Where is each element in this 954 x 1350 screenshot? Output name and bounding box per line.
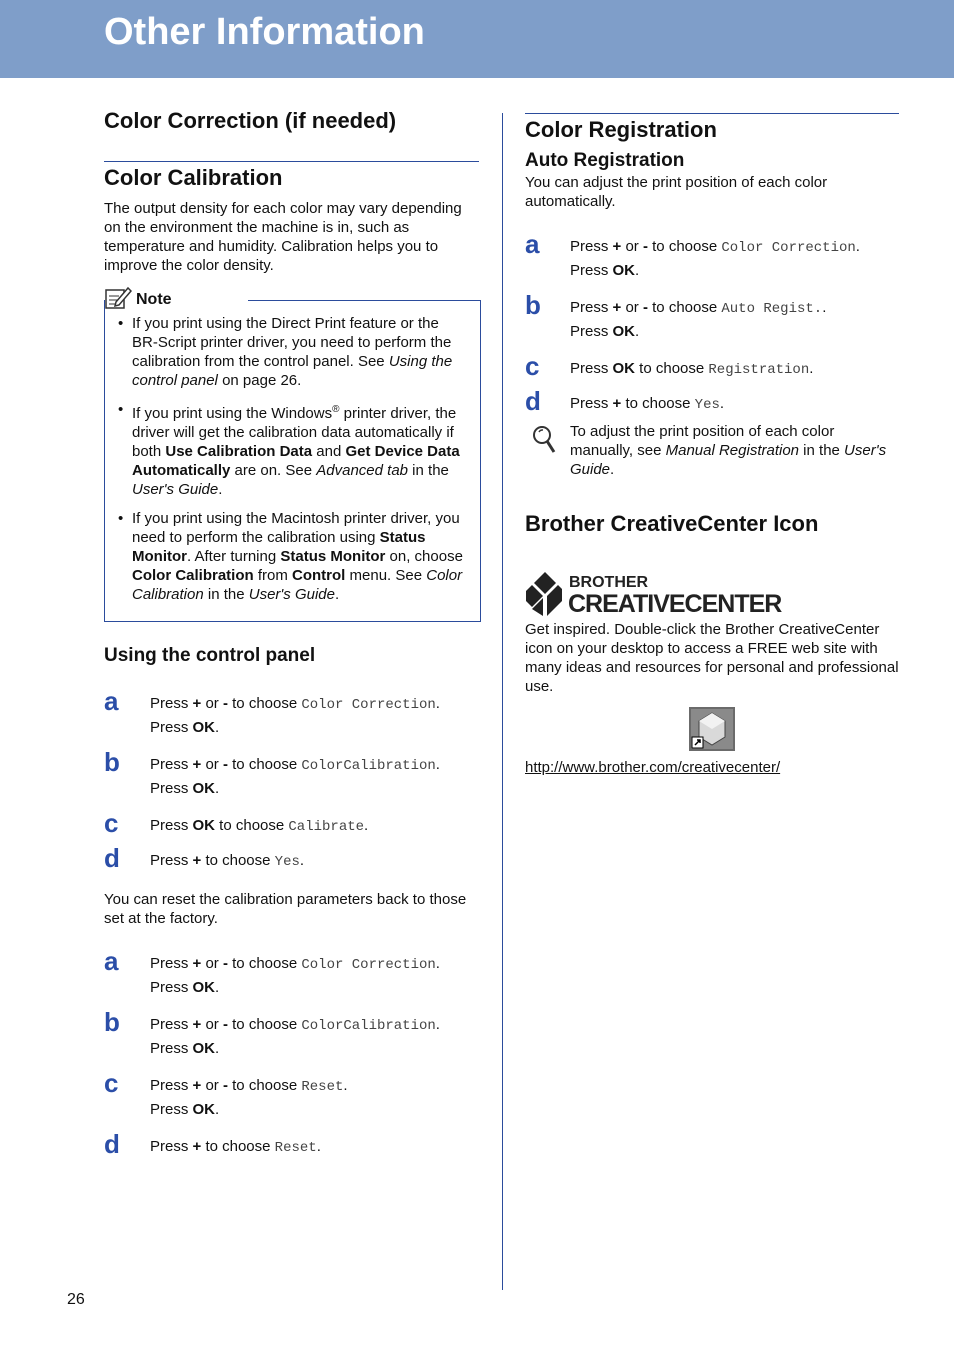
reset-step-a: Press + or - to choose Color Correction. Press OK.	[150, 955, 440, 996]
auto-registration-desc: You can adjust the print position of each color automatically.	[525, 174, 828, 210]
reset-step-d: Press + to choose Reset.	[150, 1138, 321, 1156]
logo-creativecenter-text: CREATIVECENTER	[568, 590, 782, 618]
page-header-title: Other Information	[104, 11, 425, 53]
step-d: Press + to choose Yes.	[150, 852, 305, 870]
step-letter-b: b	[104, 747, 120, 777]
control-panel-title: Using the control panel	[104, 645, 316, 666]
step-a: Press + or - to choose Color Correction. Press OK.	[150, 695, 440, 736]
reg-step-d: Press + to choose Yes.	[570, 395, 725, 413]
creativecenter-desktop-icon[interactable]	[689, 707, 735, 751]
creativecenter-title: Brother CreativeCenter Icon	[525, 511, 819, 536]
step-b: Press + or - to choose ColorCalibration. Press OK.	[150, 756, 440, 797]
reg-step-a: Press + or - to choose Color Correction. Press OK.	[570, 238, 860, 279]
step-letter-d: d	[104, 843, 120, 873]
calibration-desc: The output density for each color may vary depending on the environment the machine is in, such as temperature and humidity. Calibration helps you to improve the color density.	[104, 200, 462, 274]
step-letter-a: a	[104, 946, 119, 976]
step-letter-b: b	[104, 1007, 120, 1037]
creativecenter-url-link[interactable]: http://www.brother.com/creativecenter/	[525, 759, 781, 776]
step-letter-c: c	[525, 351, 540, 381]
reset-step-b: Press + or - to choose ColorCalibration. Press OK.	[150, 1016, 440, 1057]
step-letter-d: d	[104, 1129, 120, 1159]
divider	[525, 113, 899, 114]
note-item: • If you print using the Direct Print feature or the BR-Script printer driver, you need to perform the calibration from the control panel. See Using the control panel on page 26.	[118, 314, 468, 390]
registration-title: Color Registration	[525, 117, 717, 142]
creativecenter-logo-icon	[526, 570, 564, 623]
step-letter-b: b	[525, 290, 541, 320]
section-title: Color Correction (if needed)	[104, 108, 397, 133]
logo-brother-text: BROTHER	[569, 574, 649, 591]
step-letter-a: a	[104, 686, 119, 716]
magnifier-icon	[531, 424, 557, 461]
column-divider	[502, 113, 503, 1290]
step-letter-d: d	[525, 386, 541, 416]
reset-desc: You can reset the calibration parameters back to those set at the factory.	[104, 891, 467, 927]
step-letter-c: c	[104, 808, 119, 838]
step-letter-c: c	[104, 1068, 119, 1098]
creativecenter-desc: Get inspired. Double-click the Brother CreativeCenter icon on your desktop to access a FREE web site with many ideas and resources for personal and professional use.	[525, 621, 899, 695]
note-label: Note	[136, 291, 172, 308]
note-item: • If you print using the Windows® printer driver, the driver will get the calibration data automatically if both Use Calibration Data and Get Device Data Automatically are on. See Advanced tab in the User's Guide.	[118, 400, 468, 499]
reset-step-c: Press + or - to choose Reset. Press OK.	[150, 1077, 348, 1118]
reg-step-c: Press OK to choose Registration.	[570, 360, 814, 378]
note-list	[118, 314, 468, 614]
note-item: • If you print using the Macintosh printer driver, you need to perform the calibration using Status Monitor. After turning Status Monitor on, choose Color Calibration from Control menu. See Color Calibration in the User's Guide.	[118, 509, 468, 604]
step-letter-a: a	[525, 229, 540, 259]
header-band	[0, 0, 954, 78]
auto-registration-title: Auto Registration	[525, 150, 685, 171]
step-c: Press OK to choose Calibrate.	[150, 817, 369, 835]
page-number: 26	[67, 1291, 85, 1308]
tip-text: To adjust the print position of each color manually, see Manual Registration in the User's Guide.	[570, 423, 887, 478]
reg-step-b: Press + or - to choose Auto Regist.. Press OK.	[570, 299, 827, 340]
divider	[104, 161, 479, 162]
calibration-title: Color Calibration	[104, 165, 283, 190]
